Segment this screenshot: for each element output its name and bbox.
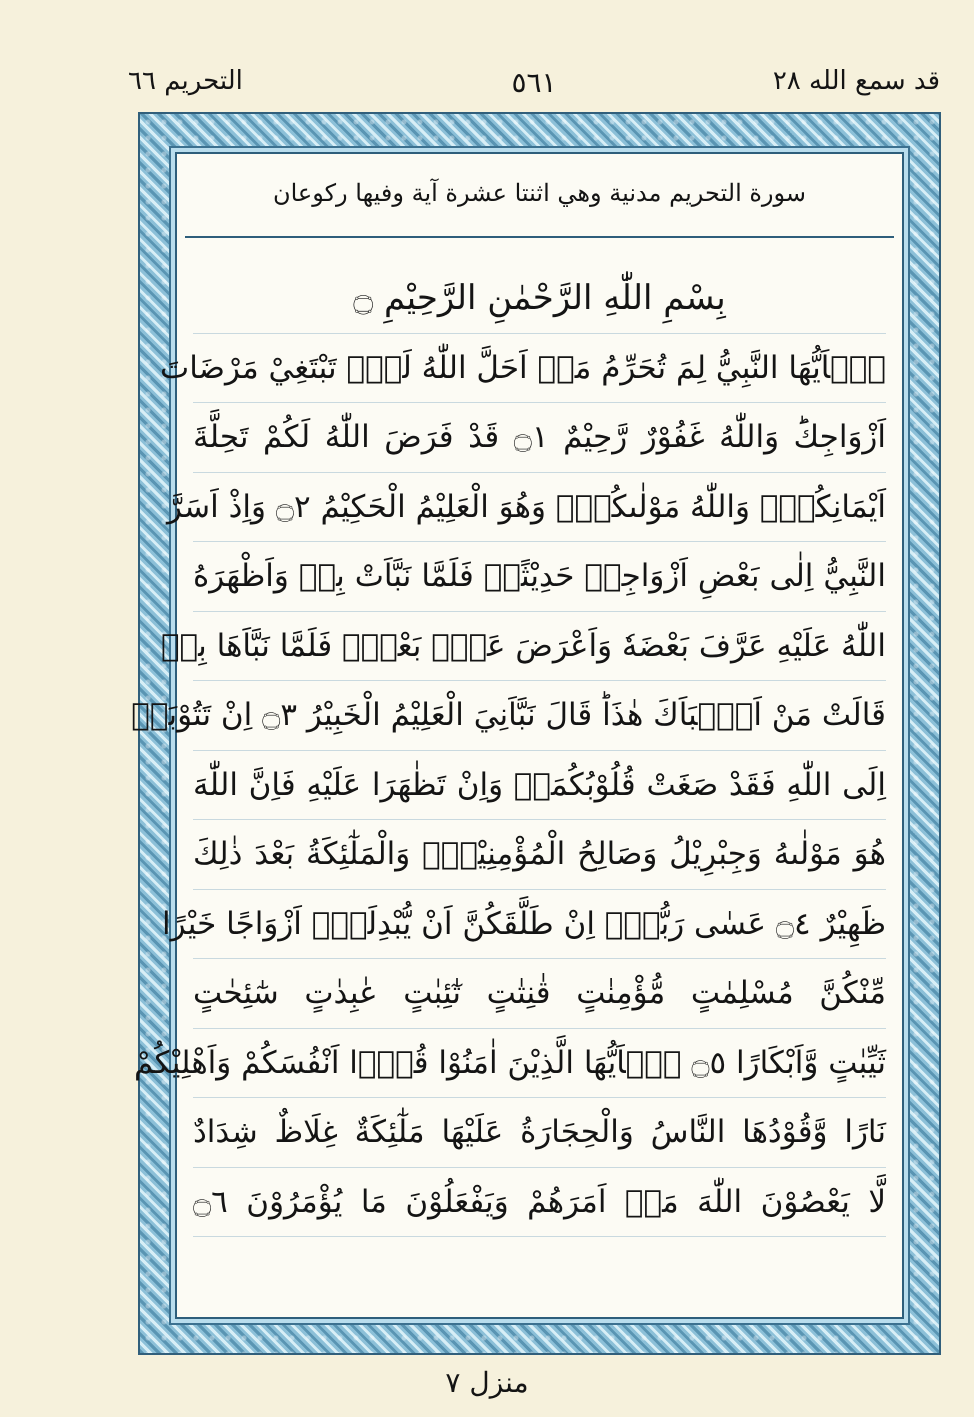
- bismillah-line: بِسْمِ اللّٰهِ الرَّحْمٰنِ الرَّحِيْمِ ۝: [193, 264, 886, 334]
- verse-line: قَالَتْ مَنْ اَنْۢبَاَكَ هٰذَاؕ قَالَ نَبَّاَنِيَ الْعَلِيْمُ الْخَبِيْرُ ۝٣ اِنْ تَتُوْبَاۤ: [193, 681, 886, 751]
- verse-line: هُوَ مَوْلٰىهُ وَجِبْرِيْلُ وَصَالِحُ الْمُؤْمِنِيْنَۚ وَالْمَلٰٓئِكَةُ بَعْدَ ذٰلِكَ: [193, 820, 886, 890]
- page-number: ٥٦١: [511, 66, 557, 99]
- verse-line: يٰۤاَيُّهَا النَّبِيُّ لِمَ تُحَرِّمُ مَاۤ اَحَلَّ اللّٰهُ لَكَۚ تَبْتَغِيْ مَرْضَاتَ: [193, 334, 886, 404]
- verse-line: مِّنْكُنَّ مُسْلِمٰتٍ مُّؤْمِنٰتٍ قٰنِتٰتٍ تٰٓئِبٰتٍ عٰبِدٰتٍ سٰٓئِحٰتٍ: [193, 959, 886, 1029]
- surah-label: التحريم ٦٦: [128, 66, 243, 96]
- surah-title: سورة التحريم مدنية وهي اثنتا عشرة آية وفيها ركوعان: [272, 179, 807, 207]
- verse-line: ثَيِّبٰتٍ وَّاَبْكَارًا ۝٥ يٰۤاَيُّهَا الَّذِيْنَ اٰمَنُوْا قُوْۤا اَنْفُسَكُمْ وَاَهْلِيْكُمْ: [193, 1029, 886, 1099]
- verse-list: [131, 264, 887, 1305]
- page-header: [128, 52, 940, 108]
- decorative-border: [131, 112, 941, 1355]
- verse-line: لَّا يَعْصُوْنَ اللّٰهَ مَاۤ اَمَرَهُمْ وَيَفْعَلُوْنَ مَا يُؤْمَرُوْنَ ۝٦: [193, 1168, 886, 1238]
- verse-line: اَزْوَاجِكَؕ وَاللّٰهُ غَفُوْرٌ رَّحِيْمٌ ۝١ قَدْ فَرَضَ اللّٰهُ لَكُمْ تَحِلَّةَ: [193, 403, 886, 473]
- text-panel: [131, 152, 904, 1319]
- juz-label: قد سمع الله ٢٨: [772, 66, 940, 96]
- surah-title-box: [185, 166, 894, 238]
- manzil-footer: منزل ٧: [445, 1366, 529, 1399]
- verse-line: اللّٰهُ عَلَيْهِ عَرَّفَ بَعْضَهٗ وَاَعْرَضَ عَنْۢ بَعْضٍۚ فَلَمَّا نَبَّاَهَا بِهٖ: [193, 612, 886, 682]
- verse-line: نَارًا وَّقُوْدُهَا النَّاسُ وَالْحِجَارَةُ عَلَيْهَا مَلٰٓئِكَةٌ غِلَاظٌ شِدَادٌ: [193, 1098, 886, 1168]
- verse-line: ظَهِيْرٌ ۝٤ عَسٰى رَبُّهٗۤ اِنْ طَلَّقَكُنَّ اَنْ يُّبْدِلَهٗۤ اَزْوَاجًا خَيْرًا: [193, 890, 886, 960]
- verse-line: النَّبِيُّ اِلٰى بَعْضِ اَزْوَاجِهٖ حَدِيْثًاۚ فَلَمَّا نَبَّاَتْ بِهٖ وَاَظْهَرَهُ: [193, 542, 886, 612]
- verse-line: اَيْمَانِكُمْۚ وَاللّٰهُ مَوْلٰىكُمْۚ وَهُوَ الْعَلِيْمُ الْحَكِيْمُ ۝٢ وَاِذْ اَسَرَّ: [193, 473, 886, 543]
- verse-line: اِلَى اللّٰهِ فَقَدْ صَغَتْ قُلُوْبُكُمَاۚ وَاِنْ تَظٰهَرَا عَلَيْهِ فَاِنَّ اللّٰهَ: [193, 751, 886, 821]
